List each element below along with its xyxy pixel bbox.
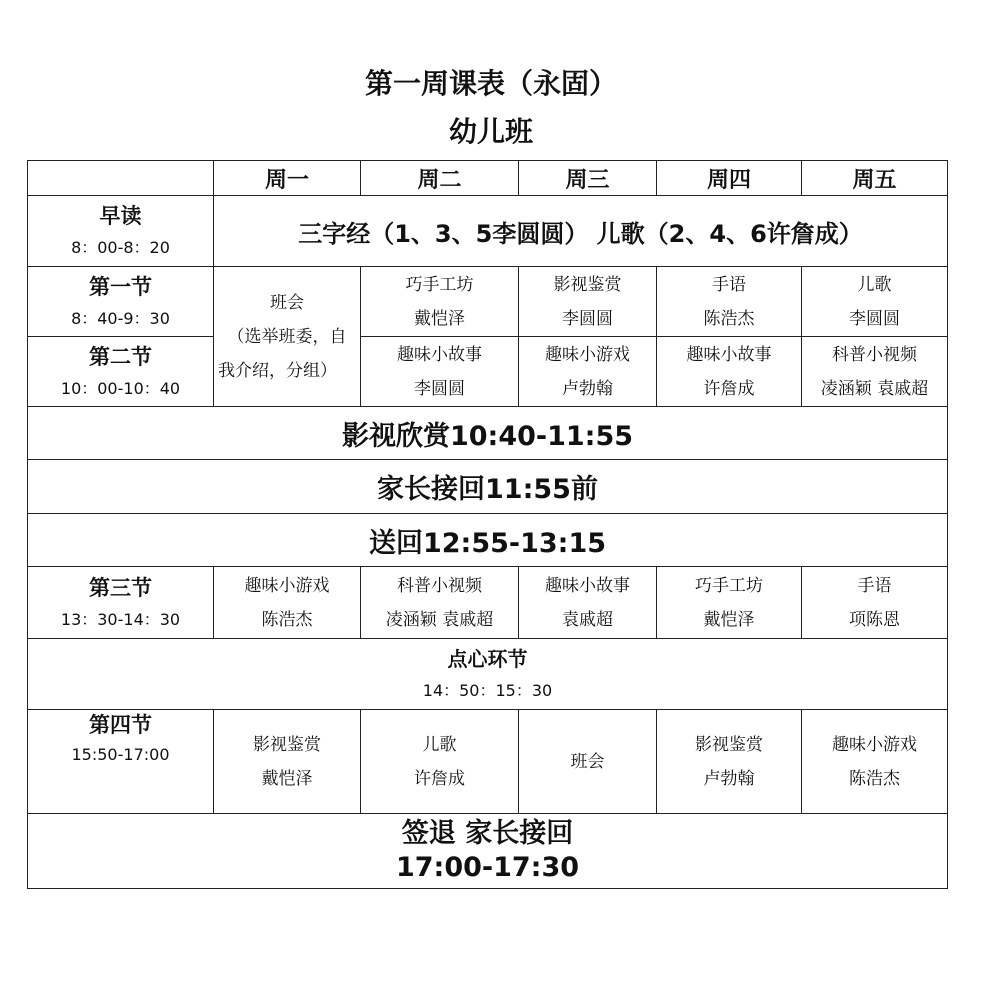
class-cell [802, 337, 948, 407]
course-name: 科普小视频 [397, 575, 482, 596]
period-time: 8：40-9：30 [71, 308, 170, 328]
teacher-name: 凌涵颖 袁戚超 [820, 378, 929, 399]
return-banner-row [28, 514, 948, 567]
teacher-name: 袁戚超 [562, 609, 613, 630]
course-name: 影视鉴赏 [695, 734, 763, 755]
morning-row [28, 196, 948, 267]
course-name: 趣味小故事 [397, 344, 482, 365]
teacher-name: 许詹成 [414, 768, 465, 789]
header-row [28, 161, 948, 196]
period-name: 第二节 [89, 344, 152, 369]
course-name: 巧手工坊 [695, 575, 763, 596]
pickup-banner: 家长接回11:55前 [28, 460, 948, 514]
teacher-name: 戴恺泽 [414, 308, 465, 329]
footer-time: 17:00-17:30 [395, 852, 580, 883]
header-day: 周三 [519, 161, 657, 196]
class-cell [519, 567, 657, 639]
course-name: 趣味小游戏 [832, 734, 917, 755]
period-name: 第四节 [89, 713, 152, 737]
course-name: 科普小视频 [832, 344, 917, 365]
course-name: 儿歌 [422, 734, 457, 755]
header-day: 周四 [657, 161, 802, 196]
teacher-name: 卢勃翰 [562, 378, 613, 399]
morning-content: 三字经（1、3、5李圆圆） 儿歌（2、4、6许詹成） [214, 196, 948, 267]
course-name: 儿歌 [857, 274, 892, 295]
teacher-name: 戴恺泽 [261, 768, 313, 789]
class-cell [361, 567, 519, 639]
period-name: 第三节 [89, 575, 152, 600]
class-cell [519, 710, 657, 814]
period-2-row [28, 337, 948, 407]
header-day: 周一 [214, 161, 361, 196]
period-time: 10：00-10：40 [60, 378, 181, 398]
class-cell [657, 567, 802, 639]
course-name: 影视鉴赏 [253, 734, 321, 755]
movie-banner: 影视欣赏10:40-11:55 [28, 407, 948, 460]
monday-class-meeting [214, 267, 361, 407]
teacher-name: 李圆圆 [414, 378, 465, 399]
row-label [28, 337, 214, 407]
footer-line: 签退 家长接回 [401, 818, 574, 849]
course-name: 手语 [857, 575, 892, 596]
class-cell [657, 267, 802, 337]
snack-cell [28, 639, 948, 710]
class-cell [657, 710, 802, 814]
teacher-name: 李圆圆 [562, 308, 613, 329]
cell-line: 班会 [270, 292, 304, 313]
header-day: 周五 [802, 161, 948, 196]
row-label [28, 196, 214, 267]
return-banner: 送回12:55-13:15 [28, 514, 948, 567]
teacher-name: 卢勃翰 [703, 768, 755, 789]
row-label [28, 267, 214, 337]
snack-time: 14：50：15：30 [422, 680, 553, 700]
course-name: 影视鉴赏 [553, 274, 622, 295]
header-day: 周二 [361, 161, 519, 196]
class-cell [802, 267, 948, 337]
teacher-name: 陈浩杰 [703, 308, 755, 329]
period-time: 15:50-17:00 [71, 745, 170, 764]
teacher-name: 项陈恩 [849, 609, 900, 630]
course-name: 趣味小游戏 [244, 575, 330, 596]
class-cell [657, 337, 802, 407]
teacher-name: 许詹成 [703, 378, 755, 399]
class-cell [802, 567, 948, 639]
period-name: 早读 [99, 204, 142, 228]
class-cell [519, 337, 657, 407]
class-cell [214, 567, 361, 639]
header-empty [28, 161, 214, 196]
course-name: 趣味小故事 [686, 344, 772, 365]
class-cell [519, 267, 657, 337]
class-cell [361, 267, 519, 337]
course-name: 班会 [570, 751, 605, 772]
course-name: 趣味小游戏 [545, 344, 630, 365]
cell-line: 我介绍，分组） [218, 360, 337, 381]
snack-label: 点心环节 [447, 646, 528, 671]
teacher-name: 陈浩杰 [849, 768, 900, 789]
teacher-name: 陈浩杰 [261, 609, 313, 630]
period-name: 第一节 [89, 274, 152, 299]
footer-cell [28, 814, 948, 889]
period-1-row [28, 267, 948, 337]
row-label [28, 567, 214, 639]
teacher-name: 凌涵颖 袁戚超 [385, 609, 494, 630]
page-title: 第一周课表（永固） [364, 67, 617, 100]
page-subtitle: 幼儿班 [448, 115, 533, 148]
row-label [28, 710, 214, 814]
class-cell [361, 337, 519, 407]
movie-banner-row [28, 407, 948, 460]
period-3-row [28, 567, 948, 639]
course-name: 手语 [712, 274, 746, 295]
class-cell [361, 710, 519, 814]
teacher-name: 戴恺泽 [703, 609, 755, 630]
course-name: 巧手工坊 [405, 274, 474, 295]
pickup-banner-row [28, 460, 948, 514]
schedule-table [27, 160, 948, 889]
period-time: 13：30-14：30 [60, 609, 181, 629]
snack-row [28, 639, 948, 710]
period-time: 8：00-8：20 [71, 238, 170, 257]
class-cell [214, 710, 361, 814]
teacher-name: 李圆圆 [849, 308, 900, 329]
course-name: 趣味小故事 [545, 575, 630, 596]
period-4-row [28, 710, 948, 814]
cell-line: （选举班委，自 [227, 326, 347, 347]
footer-row [28, 814, 948, 889]
class-cell [802, 710, 948, 814]
